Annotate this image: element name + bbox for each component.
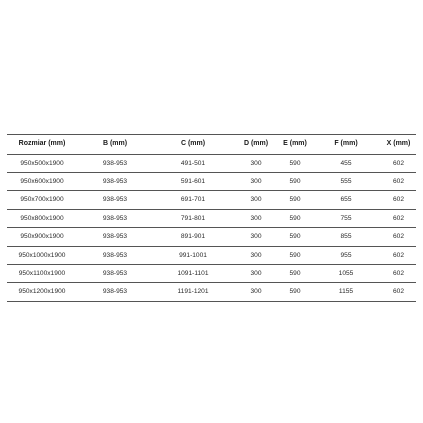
table-row [7,265,416,283]
cell-rozmiar: 950x700x1900 [7,191,77,209]
cell-c: 791-801 [153,209,233,227]
cell-f: 1055 [311,265,381,283]
table-row [7,154,416,172]
cell-x: 602 [381,228,416,246]
cell-b: 938-953 [77,209,153,227]
cell-rozmiar: 950x1200x1900 [7,283,77,301]
cell-e: 590 [279,173,311,191]
header-rozmiar: Rozmiar (mm) [7,135,77,155]
cell-c: 991-1001 [153,246,233,264]
cell-d: 300 [233,191,279,209]
cell-c: 1091-1101 [153,265,233,283]
cell-f: 755 [311,209,381,227]
cell-x: 602 [381,283,416,301]
table-row [7,191,416,209]
cell-rozmiar: 950x900x1900 [7,228,77,246]
header-b: B (mm) [77,135,153,155]
table-row [7,246,416,264]
cell-e: 590 [279,265,311,283]
cell-c: 891-901 [153,228,233,246]
table-header [7,135,416,155]
cell-rozmiar: 950x800x1900 [7,209,77,227]
header-c: C (mm) [153,135,233,155]
cell-e: 590 [279,283,311,301]
cell-d: 300 [233,173,279,191]
cell-d: 300 [233,228,279,246]
cell-e: 590 [279,246,311,264]
cell-x: 602 [381,209,416,227]
cell-f: 1155 [311,283,381,301]
table-row [7,228,416,246]
cell-b: 938-953 [77,228,153,246]
cell-b: 938-953 [77,154,153,172]
cell-rozmiar: 950x1100x1900 [7,265,77,283]
header-row [7,135,416,155]
cell-e: 590 [279,154,311,172]
table-row [7,173,416,191]
cell-e: 590 [279,209,311,227]
cell-c: 1191-1201 [153,283,233,301]
table-row [7,209,416,227]
cell-d: 300 [233,154,279,172]
cell-b: 938-953 [77,173,153,191]
cell-e: 590 [279,228,311,246]
cell-x: 602 [381,154,416,172]
cell-f: 855 [311,228,381,246]
cell-d: 300 [233,246,279,264]
cell-x: 602 [381,246,416,264]
header-f: F (mm) [311,135,381,155]
dimensions-table-container [7,134,416,302]
table-body [7,154,416,301]
header-x: X (mm) [381,135,416,155]
cell-f: 955 [311,246,381,264]
cell-x: 602 [381,265,416,283]
cell-b: 938-953 [77,283,153,301]
cell-d: 300 [233,209,279,227]
dimensions-table [7,134,416,302]
header-e: E (mm) [279,135,311,155]
cell-f: 655 [311,191,381,209]
cell-rozmiar: 950x500x1900 [7,154,77,172]
cell-f: 555 [311,173,381,191]
table-row [7,283,416,301]
cell-rozmiar: 950x600x1900 [7,173,77,191]
cell-e: 590 [279,191,311,209]
cell-c: 491-501 [153,154,233,172]
cell-b: 938-953 [77,191,153,209]
header-d: D (mm) [233,135,279,155]
cell-b: 938-953 [77,265,153,283]
cell-rozmiar: 950x1000x1900 [7,246,77,264]
cell-d: 300 [233,265,279,283]
cell-f: 455 [311,154,381,172]
cell-x: 602 [381,191,416,209]
cell-c: 691-701 [153,191,233,209]
cell-b: 938-953 [77,246,153,264]
cell-x: 602 [381,173,416,191]
cell-d: 300 [233,283,279,301]
cell-c: 591-601 [153,173,233,191]
